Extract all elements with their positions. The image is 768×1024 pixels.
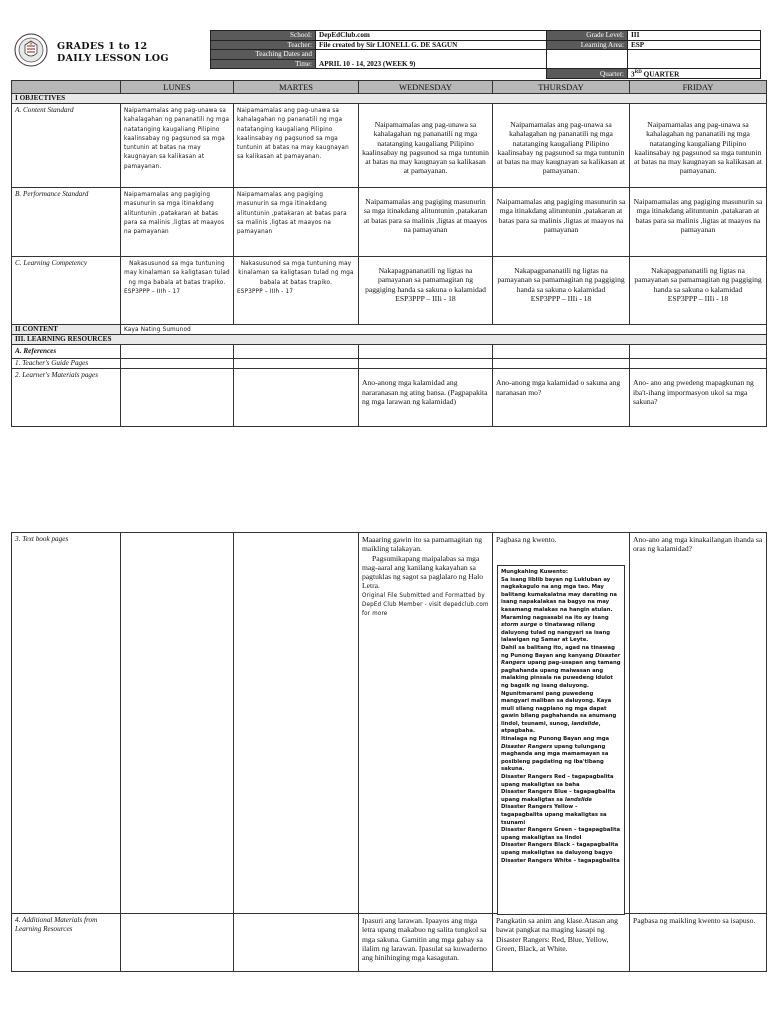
school-value: DepEdClub.com [316, 31, 547, 41]
day-header-tue: MARTES [234, 81, 359, 94]
content-standard-mon: Naipamamalas ang pag-unawa sa kahalagahan ng pananatili ng mga natatanging kaugaliang Pilipino kaalinsabay ng pagsunod sa mga tuntunin at batas na may kaugnayan sa kalikasan at pamayanan. [121, 104, 234, 188]
content-standard-thu: Naipamamalas ang pag-unawa sa kahalagahan ng pananatili ng mga natatanging kaugaliang Pilipino kaalinsabay ng pagsunod sa mga tuntunin at batas na may kaugnayan sa kalikasan at pamayanan. [493, 104, 630, 188]
page-gap [0, 440, 768, 532]
time-label: Time: [211, 59, 316, 69]
quarter-value: 3RD QUARTER [628, 69, 761, 79]
learners-materials-wed: Ano-anong mga kalamidad ang nararanasan ng ating bansa. (Pagpapakita ng mga larawan ng kalamidad) [359, 369, 493, 427]
content-standard-fri: Naipamamalas ang pag-unawa sa kahalagahan ng pananatili ng mga natatanging kaugaliang Pilipino kaalinsabay ng pagsunod sa mga tuntunin at batas na may kaugnayan sa kalikasan at pamayanan. [630, 104, 767, 188]
day-header-thu: THURSDAY [493, 81, 630, 94]
quarter-label: Quarter: [547, 69, 628, 79]
header-info-table [210, 30, 761, 79]
daily-lesson-log-table [11, 80, 767, 427]
additional-materials-wed: Ipasuri ang larawan. Ipaayos ang mga letra upang makabuo ng salita tungkol sa mga sakuna. Gamitin ang mga gabay sa ilalim ng larawan. Ipasulat sa kuwaderno ang hinihinging mga kasagutan. [359, 914, 493, 972]
ranger-yellow: Disaster Rangers Yellow – tagapagbalita upang makaligtas sa tsunami [501, 804, 607, 826]
ranger-white: Disaster Rangers White – tagapagbalita [501, 857, 620, 864]
page-two [0, 532, 768, 1024]
additional-materials-label: 4. Additional Materials from Learning Resources [12, 914, 121, 972]
grade-level-label: Grade Level: [547, 31, 628, 41]
additional-materials-fri: Pagbasa ng maikling kwento sa isapuso. [630, 914, 767, 972]
teaching-dates-label: Teaching Dates and [211, 50, 316, 60]
teacher-value: File created by Sir LIONELL G. DE SAGUN [316, 40, 547, 50]
textbook-pages-fri: Ano-ano ang mga kinakailangan ihanda sa oras ng kalamidad? [630, 533, 767, 914]
learners-materials-label: 2. Learner's Materials pages [12, 369, 121, 427]
ranger-blue: Disaster Rangers Blue – tagapagbalita upang makaligtas sa landslide [501, 789, 616, 803]
textbook-pages-thu: Pagbasa ng kwento. [493, 533, 630, 914]
grade-level-value: III [628, 31, 761, 41]
learning-competency-tue: Nakasusunod sa mga tuntuning may kinalaman sa kaligtasan tulad ng mga babala at batas trapiko. ESP3PPP – IIIh - 17 [234, 257, 359, 325]
ranger-black: Disaster Rangers Black – tagapagbalita upang makaligtas sa daluyong bagyo [501, 842, 619, 856]
learning-competency-wed: Nakapagpananatili ng ligtas na pamayanan sa pamamagitan ng paggiging handa sa sakuna o kalamidad ESP3PPP – IIIi - 18 [359, 257, 493, 325]
learning-competency-mon: Nakasusunod sa mga tuntuning may kinalaman sa kaligtasan tulad ng mga babala at batas trapiko. ESP3PPP – IIIh - 17 [121, 257, 234, 325]
content-topic: Kaya Nating Sumunod [121, 325, 767, 335]
learners-materials-thu: Ano-anong mga kalamidad o sakuna ang naranasan mo? [493, 369, 630, 427]
learning-area-value: ESP [628, 40, 761, 50]
form-title-dll: DAILY LESSON LOG [57, 53, 169, 64]
deped-seal-icon [14, 33, 48, 67]
teaching-dates-value: APRIL 10 - 14, 2023 (WEEK 9) [316, 50, 547, 69]
content-standard-label: A. Content Standard [12, 104, 121, 188]
learning-competency-thu: Nakapagpananatili ng ligtas na pamayanan sa pamamagitan ng paggiging handa sa sakuna o kalamidad ESP3PPP – IIIi - 18 [493, 257, 630, 325]
references-heading: A. References [12, 345, 121, 359]
performance-standard-mon: Naipamamalas ang pagiging masunurin sa mga itinakdang alituntunin ,patakaran at batas para sa malinis ,ligtas at maayos na pamayanan [121, 188, 234, 257]
story-title: Mungkahing Kuwento: [501, 569, 569, 575]
teacher-label: Teacher: [211, 40, 316, 50]
day-header-mon: LUNES [121, 81, 234, 94]
learning-area-label: Learning Area: [547, 40, 628, 50]
learning-competency-fri: Nakapagpananatili ng ligtas na pamayanan sa pamamagitan ng paggiging handa sa sakuna o kalamidad ESP3PPP – IIIi - 18 [630, 257, 767, 325]
learning-resources-heading: III. LEARNING RESOURCES [12, 335, 767, 345]
content-standard-tue: Naipamamalas ang pag-unawa sa kahalagahan ng pananatili ng mga natatanging kaugaliang Pilipino kaalinsabay ng pagsunod sa mga tuntunin at batas na may kaugnayan sa kalikasan at pamayanan. [234, 104, 359, 188]
performance-standard-label: B. Performance Standard [12, 188, 121, 257]
ranger-red: Disaster Rangers Red – tagapagbalita upang makaligtas sa baha [501, 774, 614, 788]
textbook-pages-wed: Maaaring gawin ito sa pamamagitan ng maikling talakayan. Pagsumikapang maipalabas sa mga mag-aaral ang kanilang kakayahan sa pagtuklas ng sagot sa paglalaro ng Halo Letra. Original File Submitted and Formatted by DepEd Club Member - visit depedclub.com for more [359, 533, 493, 914]
ranger-green: Disaster Rangers Green – tagapagbalita upang makaligtas sa lindol [501, 827, 621, 841]
story-paragraph-2: Dahil sa balitang ito, agad na tinawag ng Punong Bayan ang kanyang Disaster Rangers upang pag-usapan ang tamang paghahanda upang maiwasan ang malaking pinsala na puwedeng idulot ng bagsik ng isang daluyong. Ngunitmarami pang puwedeng mangyari maliban sa daluyong. Kaya muli silang nagplano ng mga dapat gawin bilang paghahanda sa anumang lindol, tsunami, sunog, landslide, atpagbaha. [501, 644, 621, 735]
performance-standard-tue: Naipamamalas ang pagiging masunurin sa mga itinakdang alituntunin ,patakaran at batas para sa malinis ,ligtas at maayos na pamayanan [234, 188, 359, 257]
day-header-wed: WEDNESDAY [359, 81, 493, 94]
content-standard-wed: Naipamamalas ang pag-unawa sa kahalagahan ng pananatili ng mga natatanging kaugaliang Pilipino kaalinsabay ng pagsunod sa mga tuntunin at batas na may kaugnayan sa kalikasan at pamayanan. [359, 104, 493, 188]
page-one [0, 0, 768, 440]
content-heading: II CONTENT [12, 325, 121, 335]
learners-materials-fri: Ano- ano ang pwedeng mapagkunan ng iba't-ihang impormasyon ukol sa mga sakuna? [630, 369, 767, 427]
day-header-fri: FRIDAY [630, 81, 767, 94]
story-paragraph-1: Sa isang liblib bayan ng Lukluban ay nagkakagulo na ang mga tao. May balitang kumakalatna may darating na isang napakalakas na bagyo na may kasamang malakas na hangin atulan. Maraming nagsasabi na ito ay isang storm surge o tinatawag nilang daluyong tulad ng nangyari sa isang lalawigan ng Samar at Leyte. [501, 576, 617, 644]
school-label: School: [211, 31, 316, 41]
teachers-guide-label: 1. Teacher's Guide Pages [12, 359, 121, 369]
objectives-heading: I OBJECTIVES [12, 94, 767, 104]
story-paragraph-3: Itinalaga ng Punong Bayan ang mga Disaster Rangers upang tulungang maghanda ang mga mamamayan sa posibleng pagdating ng iba'tibang sakuna. [501, 736, 610, 773]
performance-standard-thu: Naipamamalas ang pagiging masunurin sa mga itinakdang alituntunin ,patakaran at batas para sa malinis ,ligtas at maayos na pamayanan [493, 188, 630, 257]
performance-standard-fri: Naipamamalas ang pagiging masunurin sa mga itinakdang alituntunin ,patakaran at batas para sa malinis ,ligtas at maayos na pamayanan [630, 188, 767, 257]
document-header [11, 30, 766, 79]
textbook-pages-label: 3. Text book pages [12, 533, 121, 914]
form-title-grades: GRADES 1 to 12 [57, 41, 148, 52]
learning-competency-label: C. Learning Competency [12, 257, 121, 325]
daily-lesson-log-table-continued [11, 532, 767, 972]
additional-materials-thu: Pangkatin sa anim ang klase.Atasan ang bawat pangkat na maging kasapi ng Disaster Rangers: Red, Blue, Yellow, Green, Black, at White. [493, 914, 630, 972]
performance-standard-wed: Naipamamalas ang pagiging masunurin sa mga itinakdang alituntunin ,patakaran at batas para sa malinis ,ligtas at maayos na pamayanan [359, 188, 493, 257]
suggested-story-box [497, 565, 625, 915]
